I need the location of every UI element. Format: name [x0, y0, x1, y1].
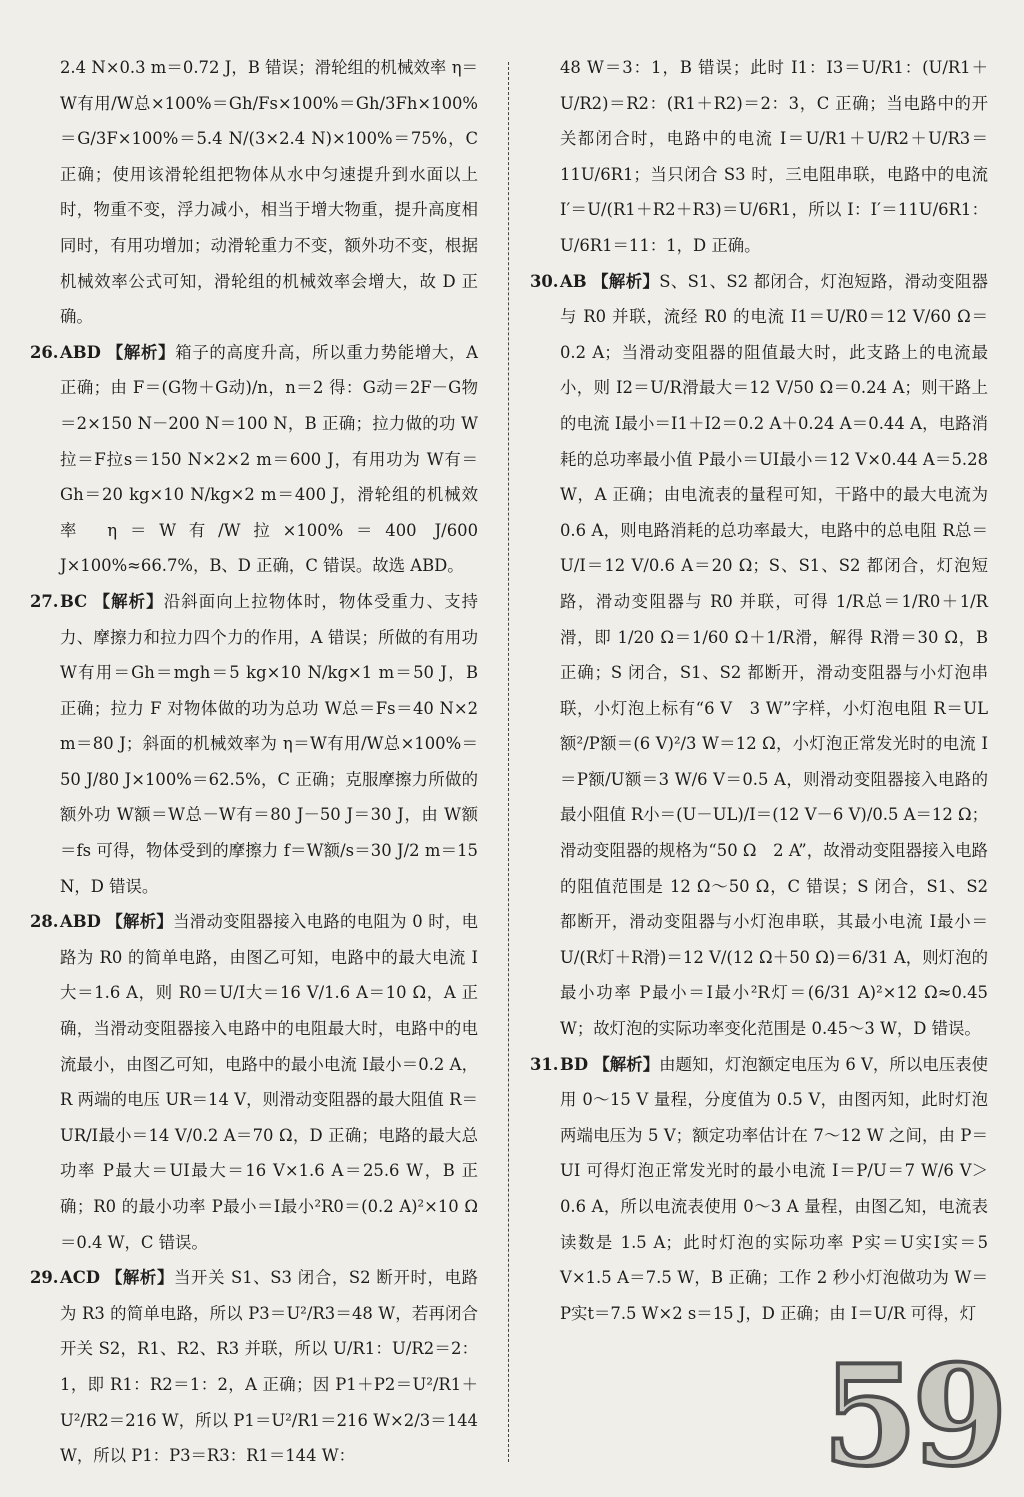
q29-continuation [530, 50, 988, 264]
q29-tail-text: 48 W＝3：1，B 错误；此时 I1：I3＝U/R1：(U/R1＋U/R2)＝R2：(R1＋R2)＝2：3，C 正确；当电路中的开关都闭合时，电路中的电流 I＝U/R1＋U/R2＋U/R3＝11U/6R1；当只闭合 S3 时，三电阻串联，电路中的电流 I′＝U/(R1＋R2＋R3)＝U/6R1，所以 I：I′＝11U/6R1：U/6R1＝11：1，D 正确。 [560, 58, 988, 255]
q30-tag: 【解析】 [592, 271, 660, 291]
page-number: 59 [821, 1334, 1002, 1497]
q27-tag: 【解析】 [93, 591, 164, 611]
q27-text: 沿斜面向上拉物体时，物体受重力、支持力、摩擦力和拉力四个力的作用，A 错误；所做的有用功 W有用＝Gh＝mgh＝5 kg×10 N/kg×1 m＝50 J，B 正确；拉力 F 对物体做的功为总功 W总＝Fs＝40 N×2 m＝80 J；斜面的机械效率为 η＝W有用/W总×100%＝50 J/80 J×100%＝62.5%，C 正确；克服摩擦力所做的额外功 W额＝W总－W有＝80 J－50 J＝30 J，由 W额＝fs 可得，物体受到的摩擦力 f＝W额/s＝30 J/2 m＝15 N，D 错误。 [60, 591, 479, 896]
q27 [30, 584, 478, 904]
q27-number: 27. [30, 591, 59, 611]
q31-number: 31. [530, 1054, 559, 1074]
q30 [530, 264, 988, 1047]
q29-number: 29. [30, 1268, 59, 1288]
q29 [30, 1260, 478, 1474]
column-divider [508, 62, 509, 1462]
q25-continuation [30, 50, 478, 335]
q27-answer: BC [60, 591, 88, 611]
q31-text: 由题知，灯泡额定电压为 6 V，所以电压表使用 0～15 V 量程，分度值为 0.5 V，由图丙知，此时灯泡两端电压为 5 V；额定功率估计在 7～12 W 之间，由 P＝UI 可得灯泡正常发光时的最小电流 I＝P/U＝7 W/6 V＞0.6 A，所以电流表使用 0～3 A 量程，由图乙知，电流表读数是 1.5 A；此时灯泡的实际功率 P实＝U实I实＝5 V×1.5 A＝7.5 W，B 正确；工作 2 秒小灯泡做功为 W＝P实t＝7.5 W×2 s＝15 J，D 正确；由 I＝U/R 可得，灯 [560, 1054, 989, 1323]
q30-text: S、S1、S2 都闭合，灯泡短路，滑动变阻器与 R0 并联，流经 R0 的电流 I1＝U/R0＝12 V/60 Ω＝0.2 A；当滑动变阻器的阻值最大时，此支路上的电流最小，则 I2＝U/R滑最大＝12 V/50 Ω＝0.24 A；则干路上的电流 I最小＝I1＋I2＝0.2 A＋0.24 A＝0.44 A，电路消耗的总功率最小值 P最小＝UI最小＝12 V×0.44 A＝5.28 W，A 正确；由电流表的量程可知，干路中的最大电流为 0.6 A，则电路消耗的总功率最大，电路中的总电阻 R总＝U/I＝12 V/0.6 A＝20 Ω；S、S1、S2 都闭合，灯泡短路，滑动变阻器与 R0 并联，可得 1/R总＝1/R0＋1/R滑，即 1/20 Ω＝1/60 Ω＋1/R滑，解得 R滑＝30 Ω，B 正确；S 闭合，S1、S2 都断开，滑动变阻器与小灯泡串联，小灯泡上标有“6 V 3 W”字样，小灯泡电阻 R＝UL额²/P额＝(6 V)²/3 W＝12 Ω，小灯泡正常发光时的电流 I＝P额/U额＝3 W/6 V＝0.5 A，则滑动变阻器接入电路的最小阻值 R小＝(U－UL)/I＝(12 V－6 V)/0.5 A＝12 Ω；滑动变阻器的规格为“50 Ω 2 A”，故滑动变阻器接入电路的阻值范围是 12 Ω～50 Ω，C 错误；S 闭合，S1、S2 都断开，滑动变阻器与小灯泡串联，其最小电流 I最小＝U/(R灯＋R滑)＝12 V/(12 Ω＋50 Ω)＝6/31 A，则灯泡的最小功率 P最小＝I最小²R灯＝(6/31 A)²×12 Ω≈0.45 W；故灯泡的实际功率变化范围是 0.45～3 W，D 错误。 [560, 271, 988, 1039]
q31 [530, 1047, 988, 1332]
q28-text: 当滑动变阻器接入电路的电阻为 0 时，电路为 R0 的简单电路，由图乙可知，电路中的最大电流 I大＝1.6 A，则 R0＝U/I大＝16 V/1.6 A＝10 Ω，A 正确，当滑动变阻器接入电路中的电阻最大时，电路中的电流最小，由图乙可知，电路中的最小电流 I最小＝0.2 A，R 两端的电压 UR＝14 V，则滑动变阻器的最大阻值 R＝UR/I最小＝14 V/0.2 A＝70 Ω，D 正确；电路的最大总功率 P最大＝UI最大＝16 V×1.6 A＝25.6 W，B 正确；R0 的最小功率 P最小＝I最小²R0＝(0.2 A)²×10 Ω＝0.4 W，C 错误。 [60, 912, 478, 1252]
left-column [30, 50, 478, 1474]
right-column [530, 50, 988, 1331]
q28 [30, 904, 478, 1260]
q31-answer: BD [560, 1054, 589, 1074]
q28-tag: 【解析】 [106, 912, 174, 932]
q31-tag: 【解析】 [593, 1054, 660, 1074]
q29-tag: 【解析】 [105, 1268, 174, 1288]
q26-text: 箱子的高度升高，所以重力势能增大，A 正确；由 F＝(G物＋G动)/n，n＝2 得：G动＝2F－G物＝2×150 N－200 N＝100 N，B 正确；拉力做的功 W拉＝F拉s＝150 N×2×2 m＝600 J，有用功为 W有＝Gh＝20 kg×10 N/kg×2 m＝400 J，滑轮组的机械效率 η＝W有/W拉×100%＝400 J/600 J×100%≈66.7%，B、D 正确，C 错误。故选 ABD。 [60, 342, 478, 576]
q26-tag: 【解析】 [106, 342, 176, 362]
q28-answer: ABD [60, 912, 101, 932]
q28-number: 28. [30, 912, 59, 932]
q30-number: 30. [530, 271, 559, 291]
q29-text: 当开关 S1、S3 闭合，S2 断开时，电路为 R3 的简单电路，所以 P3＝U²/R3＝48 W，若再闭合开关 S2，R1、R2、R3 并联，所以 U/R1：U/R2＝2：1，即 R1：R2＝1：2，A 正确；因 P1＋P2＝U²/R1＋U²/R2＝216 W，所以 P1＝U²/R1＝216 W×2/3＝144 W，所以 P1：P3＝R3：R1＝144 W： [60, 1268, 478, 1466]
q25-text: 2.4 N×0.3 m＝0.72 J，B 错误；滑轮组的机械效率 η＝W有用/W总×100%＝Gh/Fs×100%＝Gh/3Fh×100%＝G/3F×100%＝5.4 N/(3×2.4 N)×100%＝75%，C 正确；使用该滑轮组把物体从水中匀速提升到水面以上时，物重不变，浮力减小，相当于增大物重，提升高度相同时，有用功增加；动滑轮重力不变，额外功不变，根据机械效率公式可知，滑轮组的机械效率会增大，故 D 正确。 [60, 58, 478, 327]
q29-answer: ACD [60, 1268, 100, 1288]
q30-answer: AB [560, 271, 587, 291]
q26-answer: ABD [60, 342, 101, 362]
q26 [30, 335, 478, 584]
q26-number: 26. [30, 342, 59, 362]
